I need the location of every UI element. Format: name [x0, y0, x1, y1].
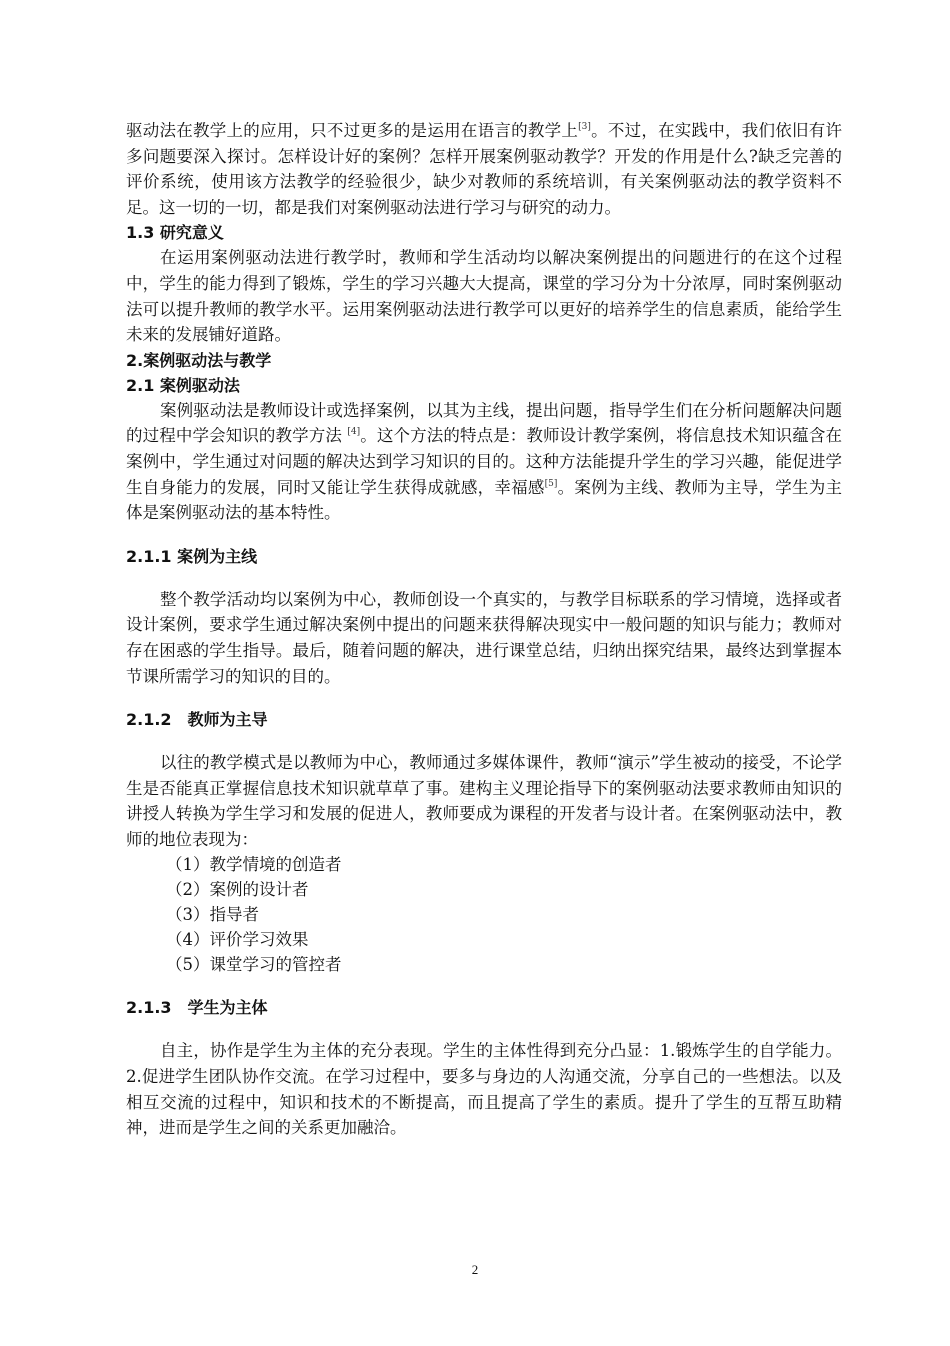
- paragraph-teacher-lead: 以往的教学模式是以教师为中心，教师通过多媒体课件，教师“演示”学生被动的接受，不论学生是否能真正掌握信息技术知识就草草了事。建构主义理论指导下的案例驱动法要求教师由知识的讲授人转换为学生学习和发展的促进人，教师要成为课程的开发者与设计者。在案例驱动法中，教师的地位表现为：: [126, 753, 842, 849]
- list-item: （5）课堂学习的管控者: [166, 955, 342, 975]
- section-heading-2-1-1: 2.1.1 案例为主线: [126, 546, 258, 566]
- paragraph-student-subject: 自主，协作是学生为主体的充分表现。学生的主体性得到充分凸显：1.锻炼学生的自学能力。2.促进学生团队协作交流。在学习过程中，要多与身边的人沟通交流，分享自己的一些想法。以及相互交流的过程中，知识和技术的不断提高，而且提高了学生的素质。提升了学生的互帮互助精神，进而是学生之间的关系更加融洽。: [126, 1041, 842, 1138]
- text-segment: 驱动法在教学上的应用，只不过更多的是运用在语言的教学上: [126, 121, 579, 140]
- paragraph-case-method: [126, 398, 842, 526]
- paragraph-research-significance: 在运用案例驱动法进行教学时，教师和学生活动均以解决案例提出的问题进行的在这个过程中，学生的能力得到了锻炼，学生的学习兴趣大大提高，课堂的学习分为十分浓厚，同时案例驱动法可以提升教师的教学水平。运用案例驱动法进行教学可以更好的培养学生的信息素质，能给学生未来的发展铺好道路。: [126, 248, 842, 345]
- list-item: （1）教学情境的创造者: [166, 855, 342, 875]
- paragraph-case-mainline: 整个教学活动均以案例为中心，教师创设一个真实的，与教学目标联系的学习情境，选择或者设计案例，要求学生通过解决案例中提出的问题来获得解决现实中一般问题的知识与能力；教师对存在困惑的学生指导。最后，随着问题的解决，进行课堂总结，归纳出探究结果，最终达到掌握本节课所需学习的知识的目的。: [126, 589, 842, 686]
- list-item: （2）案例的设计者: [166, 880, 309, 900]
- section-heading-1-3: 1.3 研究意义: [126, 223, 224, 243]
- section-heading-2-1: 2.1 案例驱动法: [126, 375, 240, 395]
- text-segment: 。这个方法的特点是：教师设计教学案例，将信息技术知识蕴含在案例中，学生通过对问题的解决达到学习知识的目的。这种方法能提升学生的学习兴趣，能促进学生自身能力的发展，同时又能让学生获得成就感，幸福感: [126, 426, 843, 497]
- citation-ref: [3]: [578, 122, 591, 132]
- teacher-role-list: [126, 852, 842, 977]
- paragraph-intro: [126, 118, 842, 220]
- citation-ref: [5]: [544, 478, 558, 489]
- list-item: （3）指导者: [166, 905, 259, 925]
- document-body: [126, 118, 842, 1141]
- section-heading-2-1-2: 2.1.2 教师为主导: [126, 710, 268, 730]
- section-heading-2-1-3: 2.1.3 学生为主体: [126, 998, 268, 1018]
- section-heading-2: 2.案例驱动法与教学: [126, 350, 272, 370]
- page-number: 2: [471, 1262, 479, 1277]
- text-segment: 。案例为主线、教师为主导，学生为主体是案例驱动法的基本特性。: [126, 477, 843, 523]
- citation-ref: [4]: [347, 427, 361, 438]
- list-item: （4）评价学习效果: [166, 930, 309, 950]
- text-segment: 。不过，在实践中，我们依旧有许多问题要深入探讨。怎样设计好的案例？怎样开展案例驱动教学？开发的作用是什么?缺乏完善的评价系统，使用该方法教学的经验很少，缺少对教师的系统培训，有关案例驱动法的教学资料不足。这一切的一切，都是我们对案例驱动法进行学习与研究的动力。: [126, 121, 843, 217]
- text-segment: 案例驱动法是教师设计或选择案例，以其为主线，提出问题，指导学生们在分析问题解决问题的过程中学会知识的教学方法: [126, 400, 842, 446]
